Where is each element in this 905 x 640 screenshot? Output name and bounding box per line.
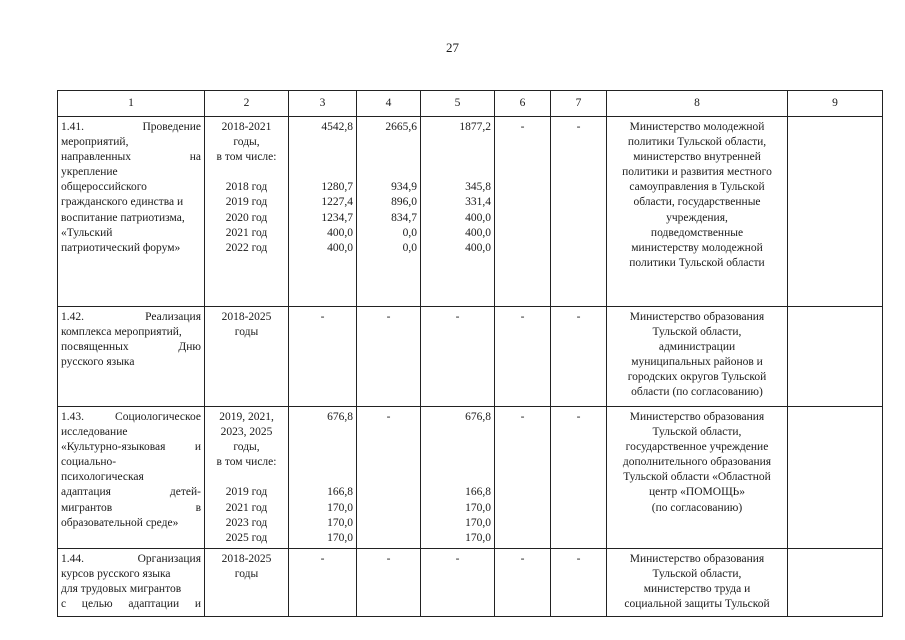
year-label: 2018 год bbox=[225, 181, 268, 194]
activity-name-cell bbox=[58, 549, 205, 617]
responsible-line: министерство внутренней bbox=[633, 151, 761, 164]
activity-name-word: с bbox=[61, 598, 67, 611]
funding-col-4-cell bbox=[357, 407, 421, 549]
activity-name-word: адаптации bbox=[128, 598, 180, 611]
result-cell bbox=[788, 407, 883, 549]
funding-col-3-cell bbox=[289, 307, 357, 407]
responsible-line: Министерство образования bbox=[629, 553, 765, 565]
funding-total: 676,8 bbox=[327, 411, 353, 423]
funding-year-value: 400,0 bbox=[327, 241, 353, 254]
funding-col-3-cell bbox=[289, 549, 357, 617]
year-label: 2021 год bbox=[225, 226, 268, 239]
period-text: в том числе: bbox=[216, 151, 277, 164]
funding-col-4-cell bbox=[357, 307, 421, 407]
responsible-line: политики Тульской области bbox=[629, 256, 765, 269]
funding-year-value: 331,4 bbox=[465, 196, 491, 209]
funding-dash: - bbox=[576, 121, 581, 133]
funding-col-5-cell bbox=[421, 549, 495, 617]
activity-name-word: психологическая bbox=[61, 471, 144, 484]
header-cell: 4 bbox=[357, 91, 421, 117]
funding-col-5-cell bbox=[421, 307, 495, 407]
table-row bbox=[58, 407, 883, 549]
activity-name-word: мероприятий, bbox=[61, 136, 129, 149]
activity-name-word: комплекса мероприятий, bbox=[61, 326, 182, 339]
funding-year-value: 1227,4 bbox=[321, 196, 353, 209]
funding-year-value: 400,0 bbox=[465, 211, 491, 224]
years-cell bbox=[205, 307, 289, 407]
year-label: 2023 год bbox=[225, 516, 268, 529]
funding-year-value bbox=[360, 516, 417, 531]
page-number: 27 bbox=[446, 40, 459, 55]
activity-name-word: посвященных bbox=[61, 341, 129, 354]
funding-year-value bbox=[360, 531, 417, 546]
activity-name-word: воспитание патриотизма, bbox=[61, 211, 185, 224]
funding-total: 2665,6 bbox=[385, 121, 417, 133]
responsible-line: министерству молодежной bbox=[631, 241, 763, 254]
activity-name-word: мигрантов bbox=[61, 501, 113, 514]
funding-col-5-cell bbox=[421, 407, 495, 549]
activity-name-word: «Тульский bbox=[61, 226, 113, 239]
responsible-line: области (по согласованию) bbox=[631, 386, 763, 399]
year-label: 2019 год bbox=[225, 196, 268, 209]
funding-col-5-cell bbox=[421, 117, 495, 307]
funding-year-value bbox=[360, 485, 417, 500]
program-activities-table bbox=[57, 90, 883, 617]
responsible-line: политики Тульской области, bbox=[627, 136, 767, 149]
responsible-line: самоуправления в Тульской bbox=[629, 181, 765, 194]
funding-col-6-cell bbox=[495, 549, 551, 617]
activity-name-word: для трудовых мигрантов bbox=[61, 583, 182, 596]
funding-total: - bbox=[386, 553, 391, 565]
activity-name-word: 1.41. bbox=[61, 121, 84, 133]
activity-name-word: Организация bbox=[137, 553, 201, 565]
activity-name-word: образовательной среде» bbox=[61, 516, 179, 529]
activity-name-word: исследование bbox=[61, 426, 128, 439]
period-text: годы bbox=[234, 326, 259, 339]
funding-year-value: 170,0 bbox=[327, 516, 353, 529]
funding-year-value: 400,0 bbox=[465, 226, 491, 239]
funding-col-4-cell bbox=[357, 549, 421, 617]
funding-total: - bbox=[455, 311, 460, 323]
result-cell bbox=[788, 549, 883, 617]
funding-col-7-cell bbox=[551, 549, 607, 617]
period-text: годы, bbox=[233, 136, 260, 149]
activity-name-word: укрепление bbox=[61, 166, 118, 179]
responsible-line: Тульской области, bbox=[652, 426, 742, 439]
activity-name-cell bbox=[58, 307, 205, 407]
funding-col-7-cell bbox=[551, 307, 607, 407]
responsible-line: подведомственные bbox=[650, 226, 744, 239]
responsible-line: Тульской области, bbox=[652, 326, 742, 339]
year-label: 2019 год bbox=[225, 486, 268, 499]
activity-name-word: детей- bbox=[169, 486, 201, 499]
funding-total: - bbox=[386, 311, 391, 323]
funding-col-4-cell bbox=[357, 117, 421, 307]
years-cell bbox=[205, 117, 289, 307]
funding-year-value: 0,0 bbox=[402, 226, 417, 239]
funding-year-value: 166,8 bbox=[465, 486, 491, 499]
activity-name-cell bbox=[58, 117, 205, 307]
responsible-line: государственное учреждение bbox=[625, 441, 769, 454]
funding-total: 4542,8 bbox=[321, 121, 353, 133]
activity-name-word: и bbox=[194, 598, 201, 611]
funding-col-6-cell bbox=[495, 307, 551, 407]
responsible-line: городских округов Тульской bbox=[627, 371, 767, 384]
activity-name-word: гражданского единства и bbox=[61, 196, 184, 209]
activity-name-word: Реализация bbox=[145, 311, 201, 323]
period-text: 2019, 2021, bbox=[219, 411, 274, 423]
activity-name-word: в bbox=[195, 501, 201, 514]
responsible-line: муниципальных районов и bbox=[631, 356, 763, 369]
table-row bbox=[58, 117, 883, 307]
funding-total: - bbox=[386, 411, 391, 423]
responsible-line: Министерство молодежной bbox=[629, 121, 765, 133]
funding-col-7-cell bbox=[551, 117, 607, 307]
header-cell: 8 bbox=[607, 91, 788, 117]
funding-col-6-cell bbox=[495, 117, 551, 307]
table-row bbox=[58, 307, 883, 407]
funding-dash: - bbox=[576, 553, 581, 565]
activity-name-word: «Культурно-языковая bbox=[61, 441, 166, 454]
activity-name-word: русского языка bbox=[61, 356, 135, 369]
funding-year-value: 345,8 bbox=[465, 181, 491, 194]
activity-name-cell bbox=[58, 407, 205, 549]
activity-name-word: социально- bbox=[61, 456, 117, 469]
year-label: 2021 год bbox=[225, 501, 268, 514]
table-row bbox=[58, 549, 883, 617]
years-cell bbox=[205, 407, 289, 549]
funding-col-3-cell bbox=[289, 407, 357, 549]
funding-year-value: 170,0 bbox=[327, 531, 353, 544]
responsible-line: администрации bbox=[658, 341, 736, 354]
funding-year-value: 166,8 bbox=[327, 486, 353, 499]
year-label: 2025 год bbox=[225, 531, 268, 544]
activity-name-word: целью bbox=[81, 598, 113, 611]
activity-name-word: патриотический форум» bbox=[61, 241, 181, 254]
responsible-line: социальной защиты Тульской bbox=[624, 598, 770, 611]
responsible-line: Тульской области, bbox=[652, 568, 742, 581]
header-cell: 5 bbox=[421, 91, 495, 117]
header-cell: 2 bbox=[205, 91, 289, 117]
responsible-line: Министерство образования bbox=[629, 411, 765, 423]
responsible-line: центр «ПОМОЩЬ» bbox=[648, 486, 746, 499]
activity-name-word: на bbox=[189, 151, 201, 164]
funding-year-value: 170,0 bbox=[465, 501, 491, 514]
activity-name-word: 1.44. bbox=[61, 553, 84, 565]
result-cell bbox=[788, 117, 883, 307]
funding-dash: - bbox=[520, 411, 525, 423]
responsible-cell bbox=[607, 307, 788, 407]
funding-total: - bbox=[455, 553, 460, 565]
activity-name-word: Проведение bbox=[142, 121, 201, 133]
period-text: 2018-2025 bbox=[221, 311, 272, 323]
responsible-line: учреждения, bbox=[666, 211, 728, 224]
responsible-line: (по согласованию) bbox=[651, 501, 743, 514]
funding-col-6-cell bbox=[495, 407, 551, 549]
activity-name-word: адаптация bbox=[61, 486, 111, 499]
responsible-line: Тульской области «Областной bbox=[623, 471, 771, 484]
funding-year-value: 0,0 bbox=[402, 241, 417, 254]
funding-year-value: 170,0 bbox=[327, 501, 353, 514]
funding-dash: - bbox=[520, 121, 525, 133]
period-text: 2018-2021 bbox=[221, 121, 272, 133]
funding-year-value: 170,0 bbox=[465, 516, 491, 529]
responsible-line: политики и развития местного bbox=[622, 166, 772, 179]
funding-total: 676,8 bbox=[465, 411, 491, 423]
result-cell bbox=[788, 307, 883, 407]
period-text: в том числе: bbox=[216, 456, 277, 469]
funding-col-7-cell bbox=[551, 407, 607, 549]
funding-year-value bbox=[360, 501, 417, 516]
period-text: 2023, 2025 bbox=[220, 426, 273, 439]
funding-dash: - bbox=[576, 411, 581, 423]
funding-year-value: 1234,7 bbox=[321, 211, 353, 224]
responsible-line: дополнительного образования bbox=[622, 456, 772, 469]
funding-total: - bbox=[320, 311, 325, 323]
period-text: 2018-2025 bbox=[221, 553, 272, 565]
responsible-cell bbox=[607, 407, 788, 549]
funding-col-3-cell bbox=[289, 117, 357, 307]
activity-name-word: курсов русского языка bbox=[61, 568, 171, 581]
funding-year-value: 834,7 bbox=[391, 211, 417, 224]
funding-total: 1877,2 bbox=[459, 121, 491, 133]
header-cell: 6 bbox=[495, 91, 551, 117]
header-cell: 3 bbox=[289, 91, 357, 117]
years-cell bbox=[205, 549, 289, 617]
year-label: 2022 год bbox=[225, 241, 268, 254]
activity-name-word: 1.42. bbox=[61, 311, 84, 323]
funding-year-value: 896,0 bbox=[391, 196, 417, 209]
funding-dash: - bbox=[576, 311, 581, 323]
activity-name-word: Социологическое bbox=[115, 411, 201, 423]
header-cell: 7 bbox=[551, 91, 607, 117]
funding-year-value: 934,9 bbox=[391, 181, 417, 194]
activity-name-word: 1.43. bbox=[61, 411, 84, 423]
funding-year-value: 1280,7 bbox=[321, 181, 353, 194]
year-label: 2020 год bbox=[225, 211, 268, 224]
funding-year-value: 170,0 bbox=[465, 531, 491, 544]
period-text: годы bbox=[234, 568, 259, 581]
activity-name-word: Дню bbox=[178, 341, 201, 354]
responsible-line: области, государственные bbox=[633, 196, 761, 209]
responsible-line: Министерство образования bbox=[629, 311, 765, 323]
funding-total: - bbox=[320, 553, 325, 565]
header-cell: 1 bbox=[58, 91, 205, 117]
funding-dash: - bbox=[520, 553, 525, 565]
activity-name-word: общероссийского bbox=[61, 181, 147, 194]
activity-name-word: и bbox=[194, 441, 201, 454]
table-header-row bbox=[58, 91, 883, 117]
funding-dash: - bbox=[520, 311, 525, 323]
funding-year-value: 400,0 bbox=[465, 241, 491, 254]
activity-name-word: направленных bbox=[61, 151, 132, 164]
funding-year-value: 400,0 bbox=[327, 226, 353, 239]
responsible-cell bbox=[607, 117, 788, 307]
responsible-line: министерство труда и bbox=[643, 583, 751, 596]
responsible-cell bbox=[607, 549, 788, 617]
header-cell: 9 bbox=[788, 91, 883, 117]
period-text: годы, bbox=[233, 441, 260, 454]
